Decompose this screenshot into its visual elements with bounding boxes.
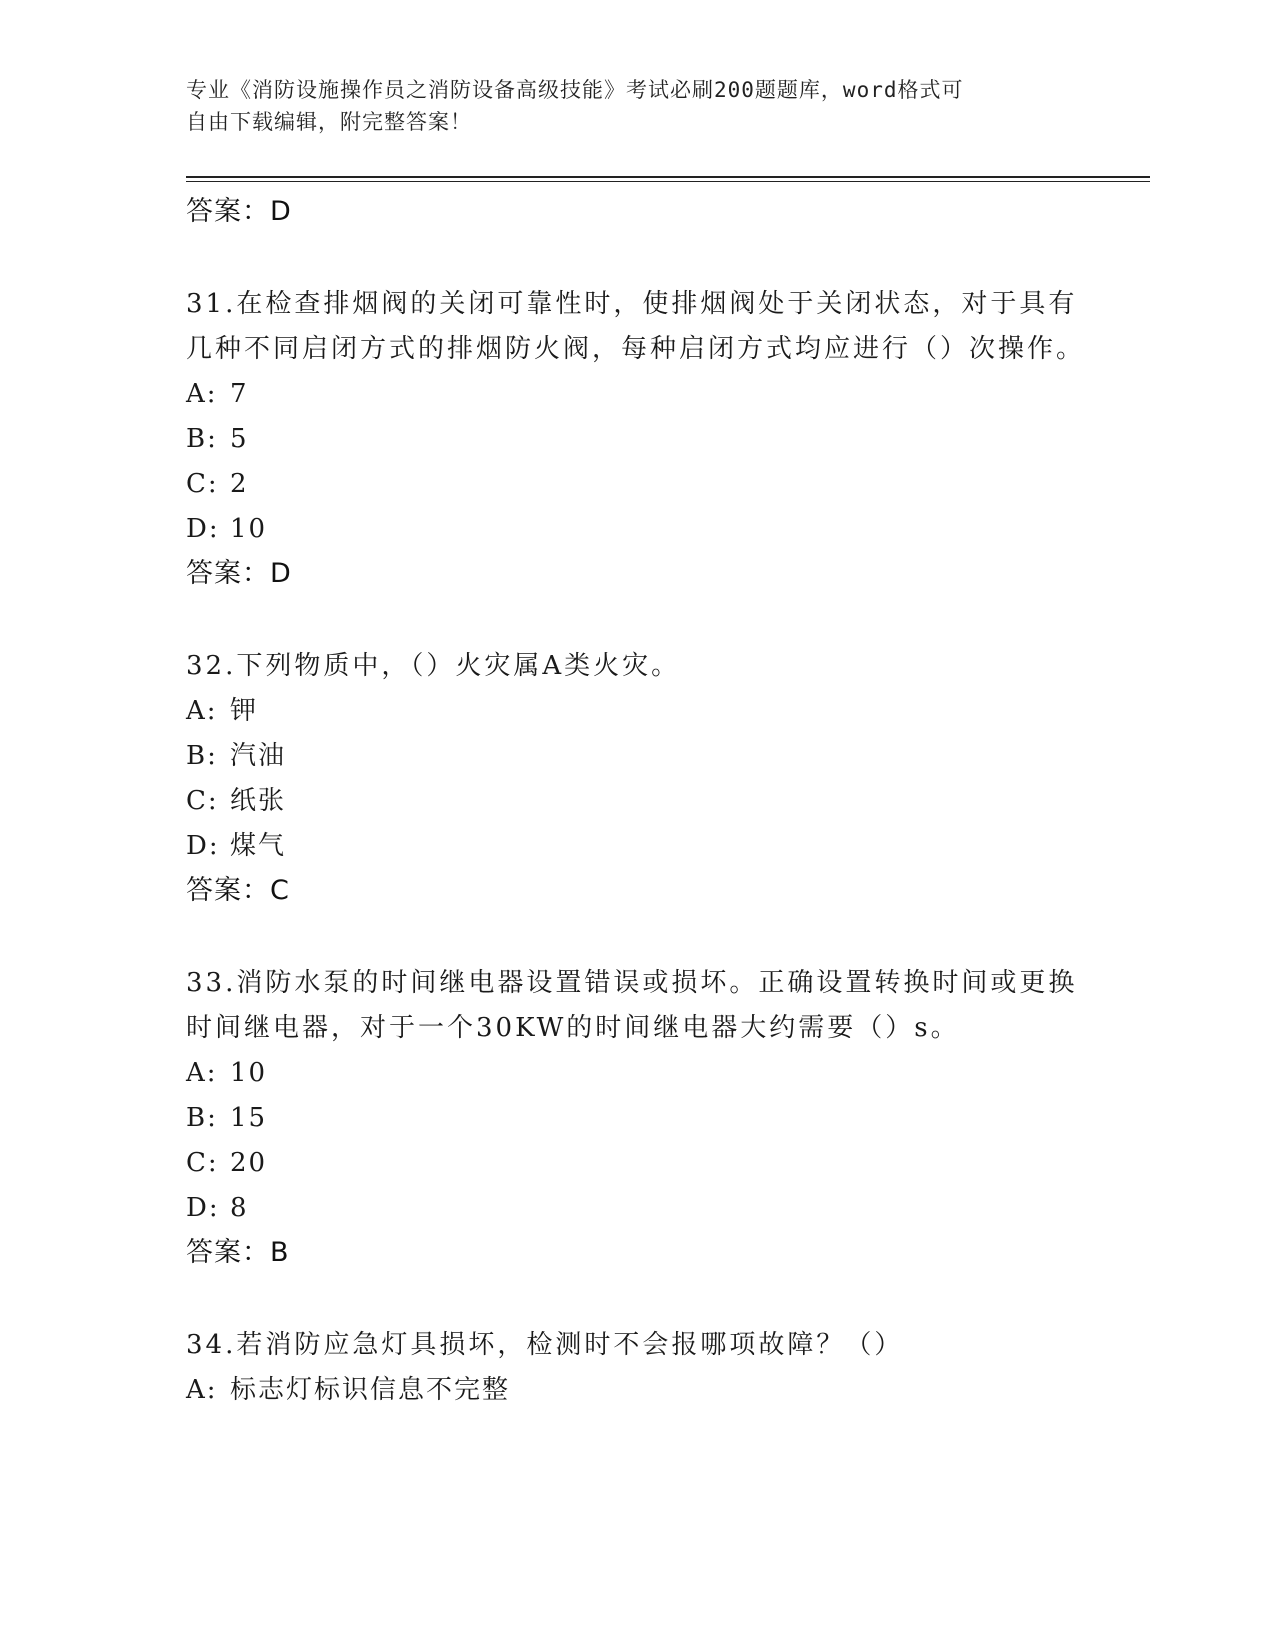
option-value: 煤气 xyxy=(230,831,287,861)
question-list xyxy=(186,190,1086,1413)
option-label: D: xyxy=(186,831,220,861)
answer-line: 答案：D xyxy=(186,558,292,589)
option-label: C: xyxy=(186,1148,219,1178)
header-line-2: 自由下载编辑，附完整答案！ xyxy=(186,110,472,134)
option-item xyxy=(186,779,1086,824)
option-label: C: xyxy=(186,786,219,816)
option-item xyxy=(186,824,1086,869)
option-item xyxy=(186,1186,1086,1231)
answer-line: 答案：B xyxy=(186,1237,290,1268)
option-item xyxy=(186,462,1086,507)
answer-line: 答案：C xyxy=(186,875,290,906)
option-value: 10 xyxy=(230,1058,268,1088)
question-text: 34.若消防应急灯具损坏，检测时不会报哪项故障？（） xyxy=(186,1330,904,1360)
option-item xyxy=(186,372,1086,417)
option-value: 钾 xyxy=(230,696,259,726)
option-label: D: xyxy=(186,514,220,544)
option-item xyxy=(186,689,1086,734)
option-label: A: xyxy=(186,1058,218,1088)
option-label: A: xyxy=(186,696,218,726)
option-item xyxy=(186,734,1086,779)
option-value: 15 xyxy=(230,1103,268,1133)
option-label: A: xyxy=(186,379,218,409)
option-value: 8 xyxy=(230,1193,249,1223)
header-rule-thin xyxy=(186,181,1150,182)
option-value: 汽油 xyxy=(230,741,287,771)
option-item xyxy=(186,417,1086,462)
option-label: A: xyxy=(186,1375,218,1405)
option-item xyxy=(186,1368,1086,1413)
option-label: B: xyxy=(186,424,218,454)
question-text: 33.消防水泵的时间继电器设置错误或损坏。正确设置转换时间或更换时间继电器，对于一个30KW的时间继电器大约需要（）s。 xyxy=(186,968,1078,1043)
option-value: 2 xyxy=(230,469,249,499)
page-header xyxy=(186,74,1066,138)
answer-line: 答案：D xyxy=(186,196,292,227)
header-rule-thick xyxy=(186,176,1150,178)
option-label: B: xyxy=(186,741,218,771)
question-text: 32.下列物质中，（）火灾属A类火灾。 xyxy=(186,651,681,681)
question-text: 31.在检查排烟阀的关闭可靠性时，使排烟阀处于关闭状态，对于具有几种不同启闭方式的排烟防火阀，每种启闭方式均应进行（）次操作。 xyxy=(186,289,1086,364)
option-label: B: xyxy=(186,1103,218,1133)
option-item xyxy=(186,1096,1086,1141)
option-value: 5 xyxy=(230,424,249,454)
option-label: C: xyxy=(186,469,219,499)
option-item xyxy=(186,1141,1086,1186)
option-value: 7 xyxy=(230,379,249,409)
option-value: 20 xyxy=(230,1148,268,1178)
option-item xyxy=(186,507,1086,552)
option-label: D: xyxy=(186,1193,220,1223)
header-line-1: 专业《消防设施操作员之消防设备高级技能》考试必刷200题题库，word格式可 xyxy=(186,78,964,102)
option-value: 标志灯标识信息不完整 xyxy=(230,1375,511,1405)
option-value: 10 xyxy=(230,514,268,544)
option-value: 纸张 xyxy=(230,786,287,816)
option-item xyxy=(186,1051,1086,1096)
